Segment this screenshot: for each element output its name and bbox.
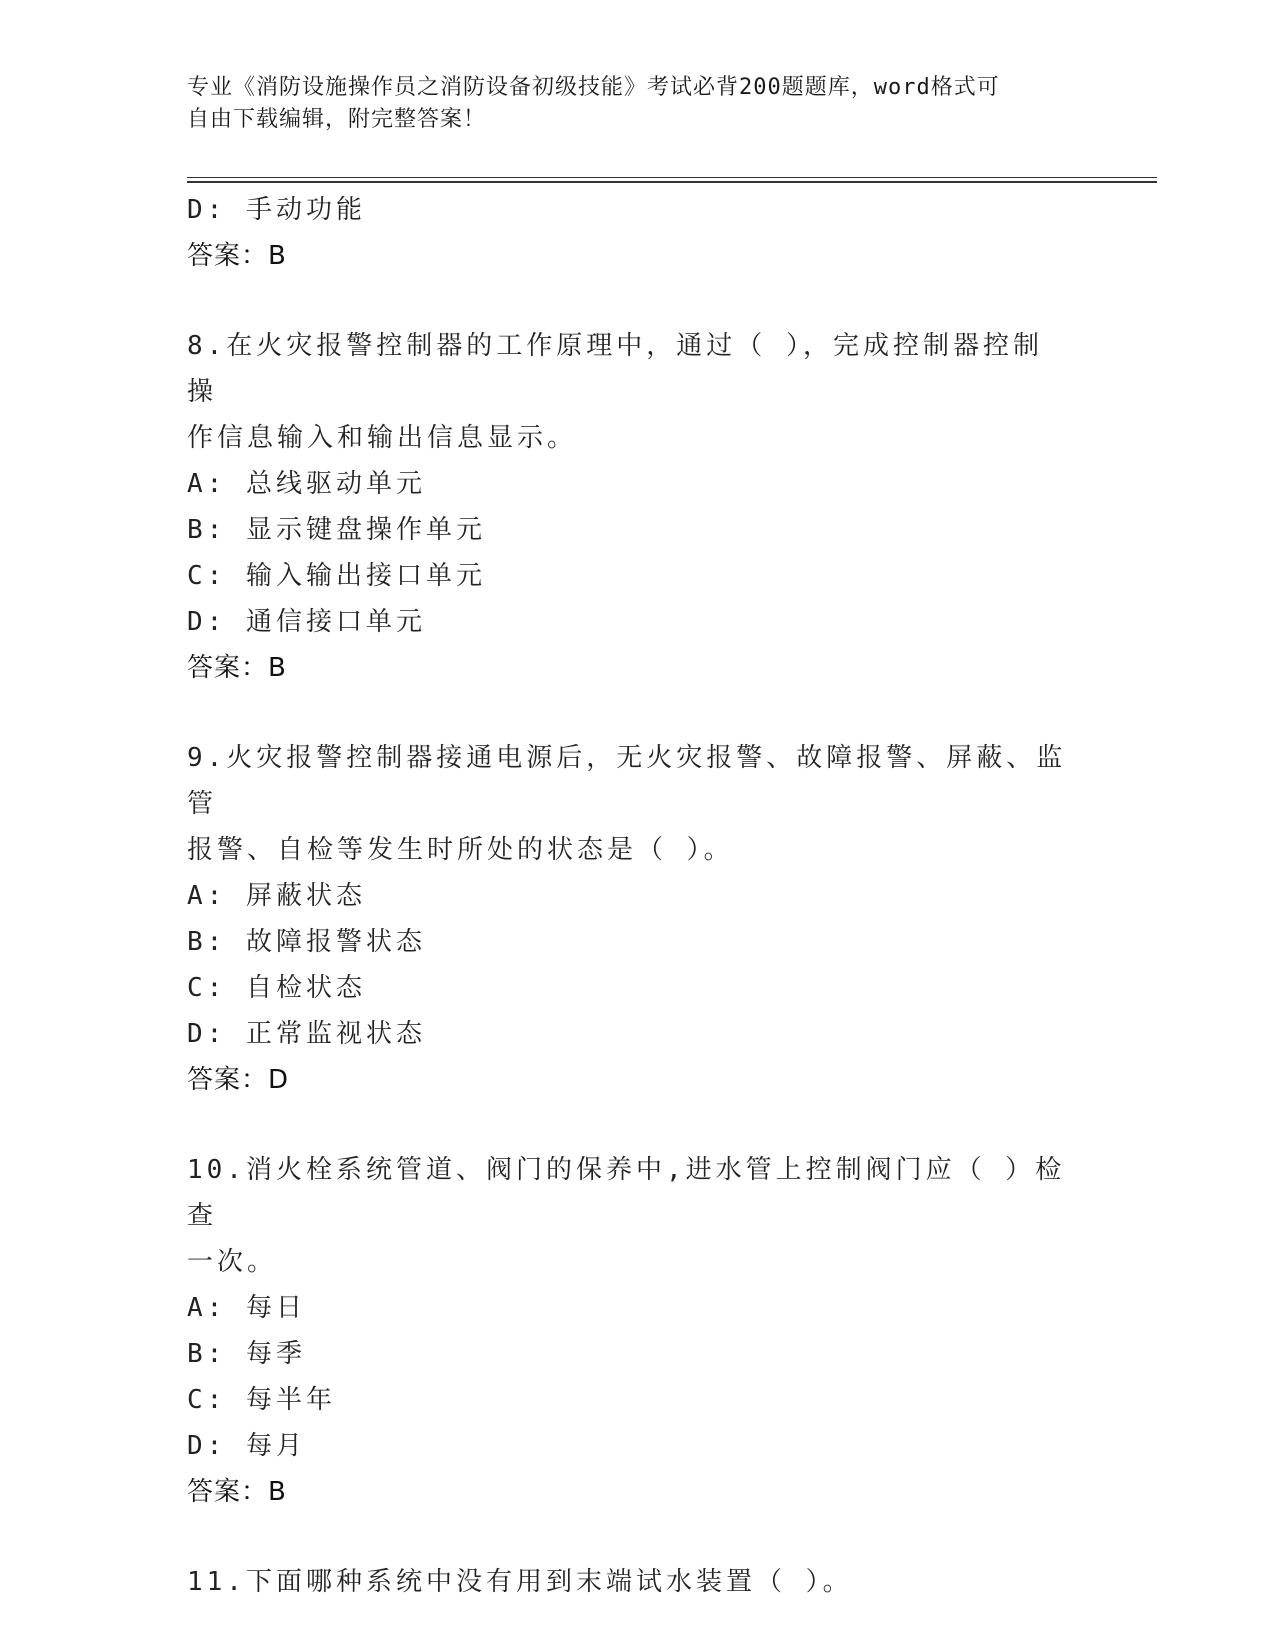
answer-line: 答案：B xyxy=(187,241,287,271)
answer-line: 答案：D xyxy=(187,1065,290,1095)
option-a: A: 总线驱动单元 xyxy=(187,469,426,499)
option-b: B: 故障报警状态 xyxy=(187,927,426,957)
spacer xyxy=(187,1515,1067,1559)
question-stem-line-2: 报警、自检等发生时所处的状态是（ ）。 xyxy=(187,835,734,865)
question-stem-line-2: 一次。 xyxy=(187,1247,278,1277)
option-b: B: 显示键盘操作单元 xyxy=(187,515,486,545)
question-stem-line-1: 10.消火栓系统管道、阀门的保养中,进水管上控制阀门应（ ）检查 xyxy=(187,1155,1066,1231)
option-a: A: 屏蔽状态 xyxy=(187,881,366,911)
question-9 xyxy=(187,735,1067,1103)
option-c: C: 每半年 xyxy=(187,1385,336,1415)
question-stem-line-1: 11.下面哪种系统中没有用到末端试水装置（ ）。 xyxy=(187,1567,853,1597)
option-c: C: 自检状态 xyxy=(187,973,366,1003)
header-line-2: 自由下载编辑，附完整答案！ xyxy=(187,107,487,132)
option-c: C: 输入输出接口单元 xyxy=(187,561,486,591)
question-10 xyxy=(187,1147,1067,1515)
question-stem-line-1: 8.在火灾报警控制器的工作原理中，通过（ ），完成控制器控制操 xyxy=(187,331,1043,407)
option-d: D: 通信接口单元 xyxy=(187,607,426,637)
spacer xyxy=(187,279,1067,323)
option-b: B: 每季 xyxy=(187,1339,306,1369)
page-header xyxy=(187,72,1067,136)
document-body xyxy=(187,187,1067,1605)
option-d: D: 手动功能 xyxy=(187,195,366,225)
header-double-rule xyxy=(187,177,1157,183)
question-11 xyxy=(187,1559,1067,1605)
option-a: A: 每日 xyxy=(187,1293,306,1323)
spacer xyxy=(187,1103,1067,1147)
question-7-tail xyxy=(187,187,1067,279)
question-stem-line-2: 作信息输入和输出信息显示。 xyxy=(187,423,578,453)
question-8 xyxy=(187,323,1067,691)
spacer xyxy=(187,691,1067,735)
answer-line: 答案：B xyxy=(187,653,287,683)
answer-line: 答案：B xyxy=(187,1477,287,1507)
header-line-1: 专业《消防设施操作员之消防设备初级技能》考试必背200题题库，word格式可 xyxy=(187,75,1000,100)
question-stem-line-1: 9.火灾报警控制器接通电源后，无火灾报警、故障报警、屏蔽、监管 xyxy=(187,743,1067,819)
option-d: D: 正常监视状态 xyxy=(187,1019,426,1049)
option-d: D: 每月 xyxy=(187,1431,306,1461)
